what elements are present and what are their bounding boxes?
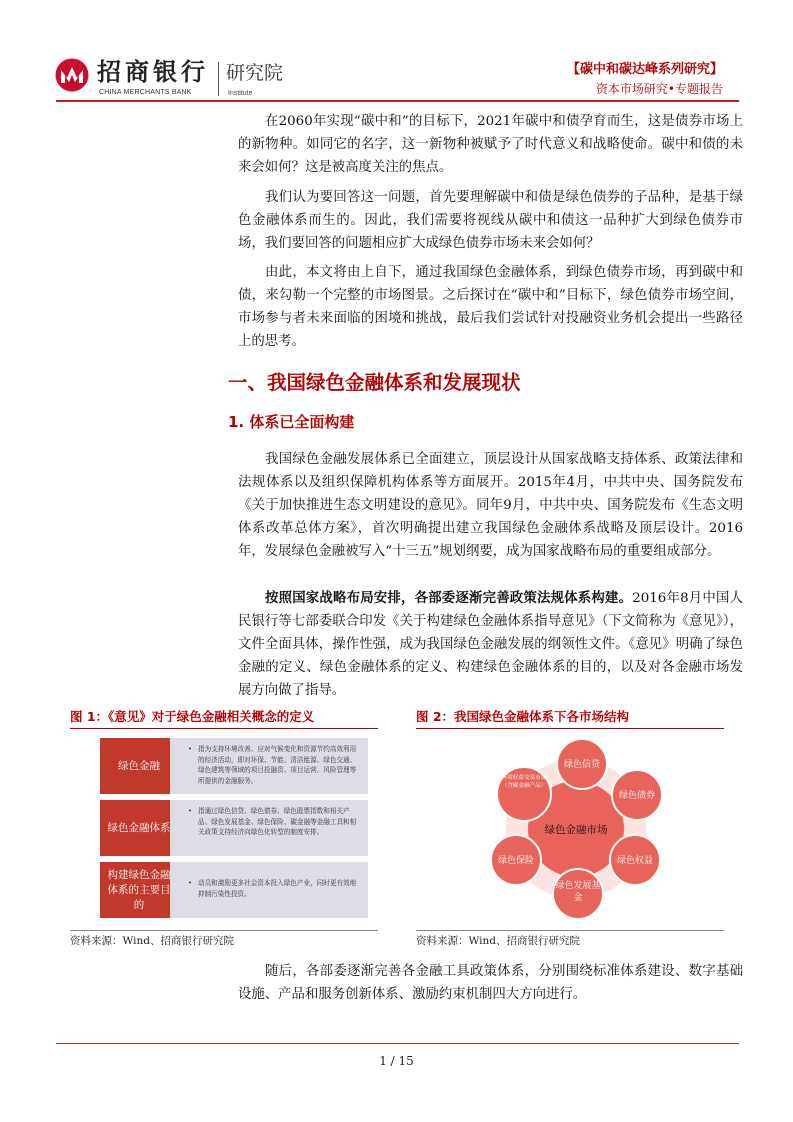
center-label: 绿色金融市场 [544, 824, 608, 836]
paragraph-5-bold: 按照国家战略布局安排，各部委逐渐完善政策法规体系构建。 [265, 591, 633, 606]
figure-2-diagram [416, 730, 724, 930]
fig1-label-purpose: 构建绿色金融体系的主要目的 [100, 862, 178, 918]
section-heading: 一、我国绿色金融体系和发展现状 [228, 371, 521, 394]
paragraph-2: 我们认为要回答这一问题，首先要理解碳中和债是绿色债券的子品种，是基于绿色金融体系而生的。因此，我们需要将视线从碳中和债这一品种扩大到绿色债券市场，我们要回答的问题相应扩大成绿色债券市场未来会如何？ [238, 190, 743, 251]
paragraph-6: 随后，各部委逐渐完善各金融工具政策体系，分别围绕标准体系建设、数字基础设施、产品和服务创新体系、激励约束机制四大方向进行。 [238, 964, 743, 1002]
figure-2-rule [416, 728, 724, 729]
bank-name-en: CHINA MERCHANTS BANK [99, 89, 192, 96]
fig1-desc-green-finance-system: • 指通过绿色信贷、绿色债券、绿色股票指数和相关产品、绿色发展基金、绿色保险、碳金融等金融工具和相关政策支持经济向绿色化转型的制度安排。 [170, 800, 368, 856]
logo-divider [218, 62, 219, 96]
node-green-fund-label: 绿色发展基金 [555, 881, 601, 903]
node-green-fund-label-wrap [553, 880, 603, 910]
paragraph-3: 由此，本文将由上自下，通过我国绿色金融体系，到绿色债券市场，再到碳中和债，来勾勒一个完整的市场图景。之后探讨在“碳中和”目标下，绿色债券市场空间，市场参与者未来面临的困境和挑战，最后我们尝试针对投融资业务机会提出一些路径上的思考。 [238, 265, 743, 349]
header-rule [56, 100, 739, 102]
figure-2-source: 资料来源：Wind、招商银行研究院 [416, 935, 580, 947]
fig1-label-green-finance-system: 绿色金融体系 [100, 800, 178, 856]
series-title: 【碳中和碳达峰系列研究】 [566, 62, 723, 77]
node-green-insurance-label: 绿色保险 [497, 856, 535, 866]
figure-1-source-rule [70, 930, 378, 931]
paragraph-5-text: 2016年8月中国人民银行等七部委联合印发《关于构建绿色金融体系指导意见》（下文简称为《意见》），文件全面具体，操作性强，成为我国绿色金融发展的纲领性文件。《意见》明确了绿色金融的定义、绿色金融体系的定义、构建绿色金融体系的目的，以及对各金融市场发展方向做了指导。 [238, 591, 743, 698]
fig1-label-green-finance: 绿色金融 [100, 738, 178, 794]
report-type: 资本市场研究•专题报告 [595, 82, 723, 96]
cmb-logo-icon [55, 58, 89, 92]
subsection-heading: 1. 体系已全面构建 [228, 413, 355, 431]
figure-1-caption: 图 1：《意见》对于绿色金融相关概念的定义 [70, 709, 315, 724]
fig1-desc-purpose: • 动员和激励更多社会资本投入绿色产业，同时更有效地抑制污染性投资。 [170, 862, 368, 918]
footer-rule [56, 1043, 739, 1044]
node-env-rights-label-wrap [499, 774, 549, 816]
paragraph-5 [238, 587, 743, 702]
bank-name: 招商银行 [97, 58, 209, 86]
institute-name: 研究院 [226, 62, 284, 84]
figure-1-source: 资料来源：Wind、招商银行研究院 [70, 935, 234, 947]
paragraph-4: 我国绿色金融发展体系已全面建立，顶层设计从国家战略支持体系、政策法律和法规体系以及组织保障机构体系等方面展开。2015年4月，中共中央、国务院发布《关于加快推进生态文明建设的意见》。同年9月，中共中央、国务院发布《生态文明体系改革总体方案》，首次明确提出建立我国绿色金融体系战略及顶层设计。2016年，发展绿色金融被写入“十三五”规划纲要，成为国家战略布局的重要组成部分。 [238, 452, 743, 559]
node-green-credit-label: 绿色信贷 [563, 760, 601, 770]
figure-1-rule [70, 728, 378, 729]
node-env-rights-label: 环境权益交易市场（含碳金融产品） [501, 775, 547, 789]
paragraph-1: 在2060年实现“碳中和”的目标下，2021年碳中和债孕育而生，这是债券市场上的新物种。如同它的名字，这一新物种被赋予了时代意义和战略使命。碳中和债的未来会如何？这是被高度关注的焦点。 [238, 114, 743, 175]
fig1-desc-green-finance: • 指为支持环境改善、应对气候变化和资源节约高效利用的经济活动，即对环保、节能、清洁能源、绿色交通、绿色建筑等领域的项目投融资、项目运营、风险管理等所提供的金融服务。 [170, 738, 368, 794]
page-number: 1 / 15 [379, 1054, 414, 1068]
node-green-equity-label: 绿色权益 [616, 856, 654, 866]
figure-2-source-rule [416, 930, 724, 931]
figure-2-caption: 图 2：我国绿色金融体系下各市场结构 [416, 709, 630, 724]
node-green-bond-label: 绿色债券 [618, 791, 656, 801]
institute-name-en: Institute [228, 90, 253, 97]
